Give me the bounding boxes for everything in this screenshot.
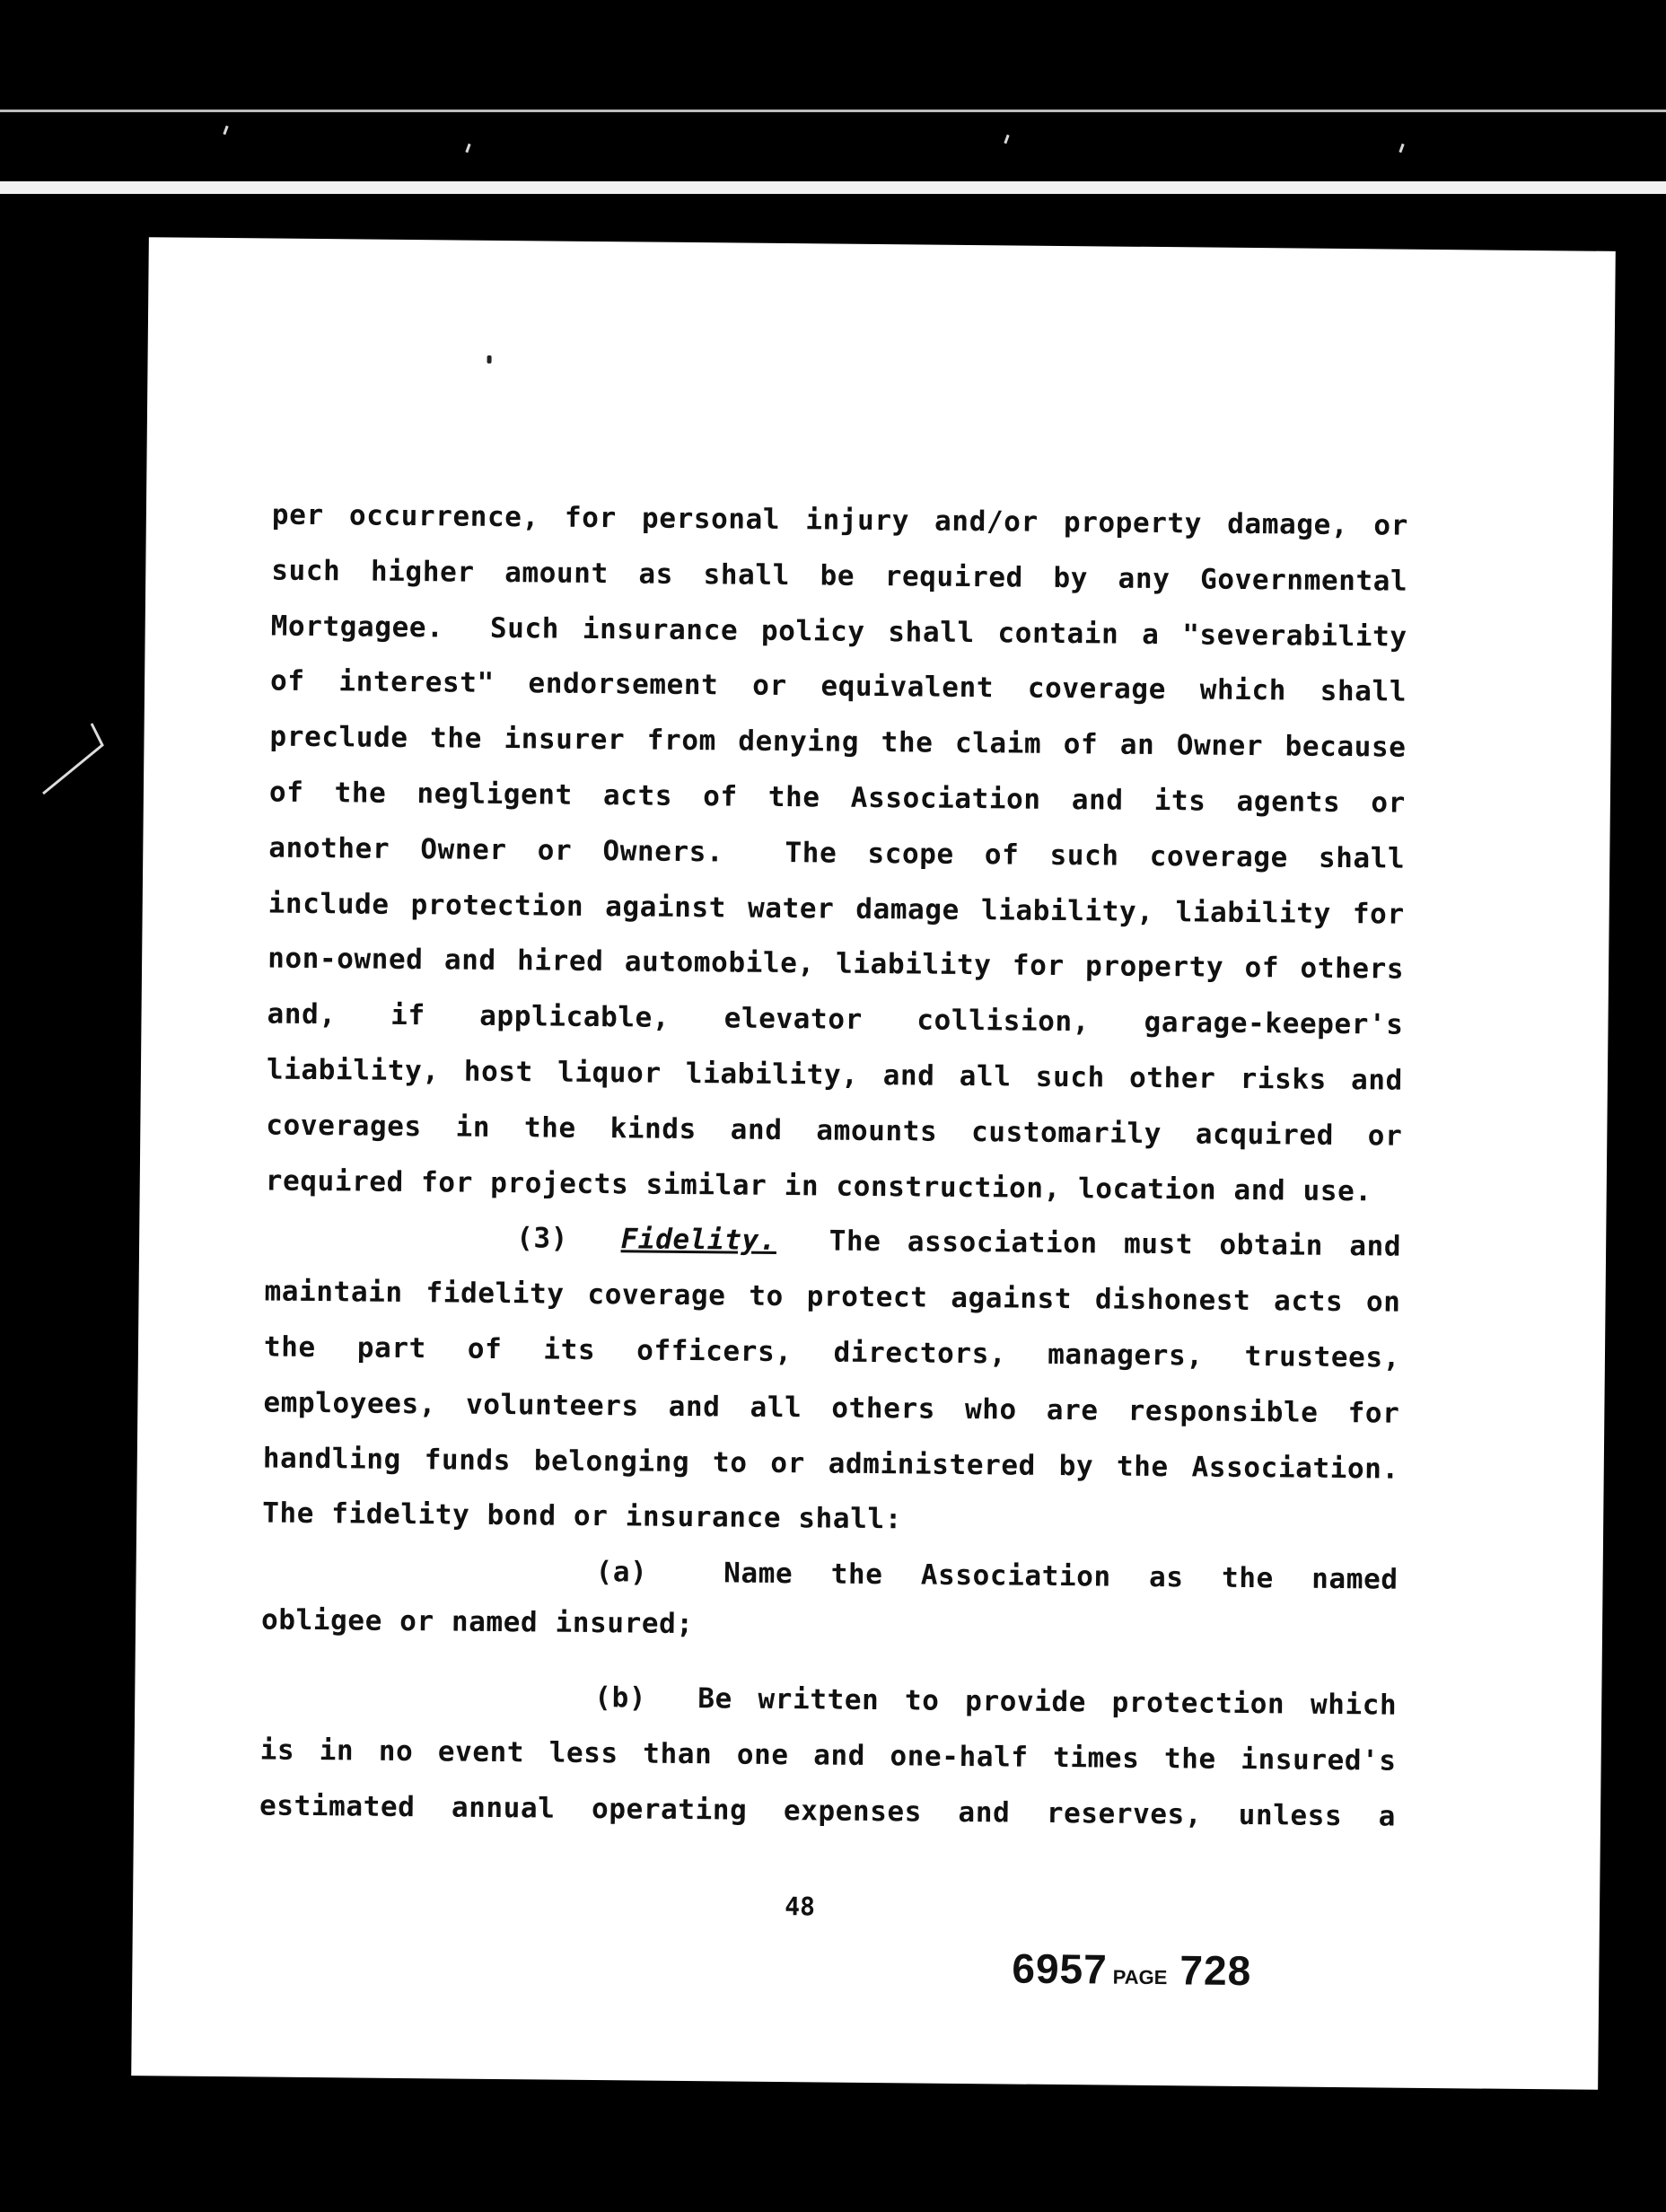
section-number: (3) xyxy=(516,1222,569,1256)
text-line: liability, host liquor liability, and all such other risks and xyxy=(266,1053,1404,1097)
stamp-page-number: 728 xyxy=(1179,1946,1252,1995)
book-number: 6957 xyxy=(1012,1944,1108,1993)
text-fragment: The association must obtain and xyxy=(829,1224,1402,1264)
document-page xyxy=(131,237,1616,2090)
text-line: obligee or named insured; xyxy=(260,1603,694,1641)
document-body xyxy=(259,488,1408,1845)
text-line: The fidelity bond or insurance shall: xyxy=(262,1497,903,1536)
text-line: Mortgagee. Such insurance policy shall contain a "severability xyxy=(270,610,1407,654)
text-line: preclude the insurer from denying the claim of an Owner because xyxy=(269,720,1407,764)
text-line: include protection against water damage liability, liability for xyxy=(267,887,1405,931)
scanner-edge-band xyxy=(0,181,1666,194)
text-line: of interest" endorsement or equivalent coverage which shall xyxy=(269,664,1407,709)
text-line: and, if applicable, elevator collision, garage-keeper's xyxy=(267,997,1404,1041)
scan-speck xyxy=(1399,144,1404,153)
section-heading: Fidelity. xyxy=(620,1223,777,1258)
text-line: such higher amount as shall be required by any Governmental xyxy=(271,554,1408,598)
scan-speck xyxy=(1004,135,1009,144)
item-a-line: (a) Name the Association as the named xyxy=(595,1556,1399,1596)
text-line: the part of its officers, directors, managers, trustees, xyxy=(263,1330,1401,1374)
page-number: 48 xyxy=(785,1892,816,1922)
text-line: handling funds belonging to or administered by the Association. xyxy=(262,1442,1399,1486)
text-line: is in no event less than one and one-half times the insured's xyxy=(259,1734,1397,1778)
text-line: employees, volunteers and all others who are responsible for xyxy=(263,1386,1400,1430)
page-label: PAGE xyxy=(1112,1965,1168,1989)
text-line: per occurrence, for personal injury and/or property damage, or xyxy=(271,498,1409,542)
scanner-edge-line xyxy=(0,110,1666,112)
text-line: non-owned and hired automobile, liability for property of others xyxy=(267,942,1405,987)
text-line: maintain fidelity coverage to protect against dishonest acts on xyxy=(264,1275,1401,1319)
margin-mark-icon xyxy=(39,718,111,799)
text-line: estimated annual operating expenses and reserves, unless a xyxy=(259,1789,1397,1833)
scan-dot xyxy=(487,356,492,364)
text-line: required for projects similar in construction, location and use. xyxy=(265,1164,1372,1207)
item-b-line: (b) Be written to provide protection which xyxy=(594,1681,1398,1722)
text-line: of the negligent acts of the Association and its agents or xyxy=(268,776,1407,820)
book-page-stamp xyxy=(1012,1944,1251,1996)
scan-speck xyxy=(465,144,470,153)
text-line: coverages in the kinds and amounts customarily acquired or xyxy=(266,1109,1403,1153)
scan-speck xyxy=(223,126,228,135)
text-line: another Owner or Owners. The scope of such coverage shall xyxy=(268,831,1406,875)
